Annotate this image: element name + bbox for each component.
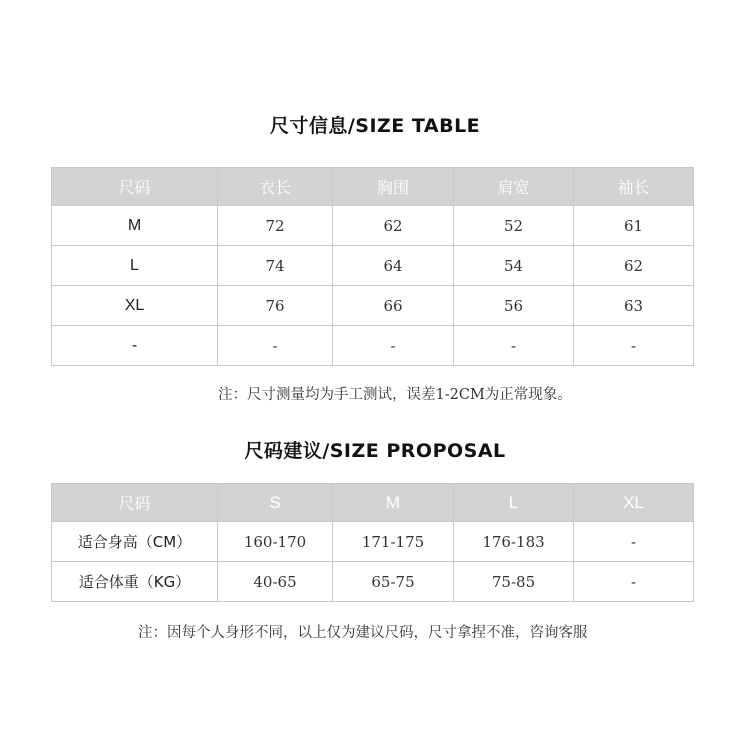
size-table-title: 尺寸信息/SIZE TABLE bbox=[269, 115, 481, 137]
size-table bbox=[51, 167, 694, 366]
m-cell: 65-75 bbox=[333, 562, 454, 602]
chest-cell: 66 bbox=[333, 286, 454, 326]
m-cell: 171-175 bbox=[333, 522, 454, 562]
table-row bbox=[52, 562, 694, 602]
length-cell: 76 bbox=[218, 286, 333, 326]
size-cell: L bbox=[52, 246, 218, 286]
sleeve-cell: 63 bbox=[574, 286, 694, 326]
shoulder-cell: 54 bbox=[454, 246, 574, 286]
sleeve-cell: 61 bbox=[574, 206, 694, 246]
chest-cell: 62 bbox=[333, 206, 454, 246]
xl-cell: - bbox=[574, 522, 694, 562]
shoulder-cell: 56 bbox=[454, 286, 574, 326]
sleeve-cell: 62 bbox=[574, 246, 694, 286]
s-cell: 160-170 bbox=[218, 522, 333, 562]
table-row bbox=[52, 522, 694, 562]
header-sleeve: 袖长 bbox=[574, 168, 694, 206]
table-row bbox=[52, 286, 694, 326]
s-cell: 40-65 bbox=[218, 562, 333, 602]
row-label: 适合体重（KG） bbox=[52, 562, 218, 602]
shoulder-cell: 52 bbox=[454, 206, 574, 246]
chest-cell: - bbox=[333, 326, 454, 366]
size-cell: M bbox=[52, 206, 218, 246]
header-size: 尺码 bbox=[52, 484, 218, 522]
header-length: 衣长 bbox=[218, 168, 333, 206]
shoulder-cell: - bbox=[454, 326, 574, 366]
header-m: M bbox=[333, 484, 454, 522]
size-table-note: 注：尺寸测量均为手工测试，误差1-2CM为正常现象。 bbox=[218, 387, 572, 403]
length-cell: 72 bbox=[218, 206, 333, 246]
length-cell: - bbox=[218, 326, 333, 366]
sleeve-cell: - bbox=[574, 326, 694, 366]
header-shoulder: 肩宽 bbox=[454, 168, 574, 206]
proposal-table-title: 尺码建议/SIZE PROPOSAL bbox=[244, 440, 506, 462]
size-table-header-row bbox=[52, 168, 694, 206]
l-cell: 176-183 bbox=[454, 522, 574, 562]
size-cell: - bbox=[52, 326, 218, 366]
table-row bbox=[52, 326, 694, 366]
length-cell: 74 bbox=[218, 246, 333, 286]
table-row bbox=[52, 246, 694, 286]
chest-cell: 64 bbox=[333, 246, 454, 286]
proposal-table bbox=[51, 483, 694, 602]
xl-cell: - bbox=[574, 562, 694, 602]
size-cell: XL bbox=[52, 286, 218, 326]
l-cell: 75-85 bbox=[454, 562, 574, 602]
header-xl: XL bbox=[574, 484, 694, 522]
header-s: S bbox=[218, 484, 333, 522]
header-chest: 胸围 bbox=[333, 168, 454, 206]
table-row bbox=[52, 206, 694, 246]
proposal-table-header-row bbox=[52, 484, 694, 522]
header-size: 尺码 bbox=[52, 168, 218, 206]
header-l: L bbox=[454, 484, 574, 522]
proposal-table-note: 注：因每个人身形不同，以上仅为建议尺码，尺寸拿捏不准，咨询客服 bbox=[138, 625, 588, 641]
row-label: 适合身高（CM） bbox=[52, 522, 218, 562]
